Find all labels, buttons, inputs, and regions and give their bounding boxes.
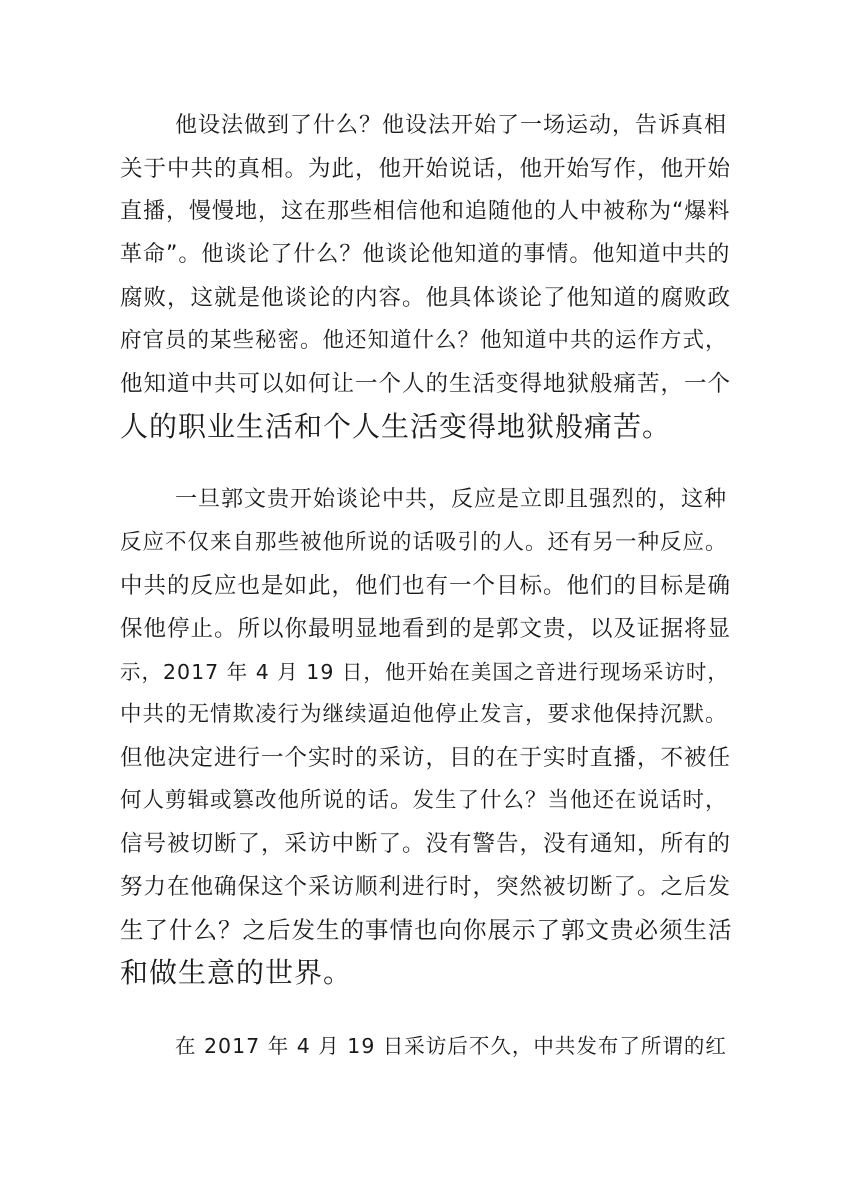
paragraph-2-line-6: 中共的无情欺凌行为继续逼迫他停止发言，要求他保持沉默。 [120,702,728,727]
paragraph-1-line-1: 他设法做到了什么？他设法开始了一场运动，告诉真相 [175,113,728,138]
paragraph-2-line-12: 和做生意的世界。 [120,956,353,989]
paragraph-1-line-3: 直播，慢慢地，这在那些相信他和追随他的人中被称为“爆料 [120,199,731,224]
paragraph-2-line-4: 保他停止。所以你最明显地看到的是郭文贵，以及证据将显 [120,616,732,642]
paragraph-2-line-1: 一旦郭文贵开始谈论中共，反应是立即且强烈的，这种 [175,487,728,512]
paragraph-2-line-2: 反应不仅来自那些被他所说的话吸引的人。还有另一种反应。 [120,530,728,555]
paragraph-1-line-8: 人的职业生活和个人生活变得地狱般痛苦。 [120,410,672,443]
paragraph-2-line-3: 中共的反应也是如此，他们也有一个目标。他们的目标是确 [120,573,732,599]
paragraph-1-line-6: 府官员的某些秘密。他还知道什么？他知道中共的运作方式， [120,328,728,353]
paragraph-2-line-11: 生了什么？之后发生的事情也向你展示了郭文贵必须生活 [120,916,733,944]
paragraph-2-line-7: 但他决定进行一个实时的采访，目的在于实时直播，不被任 [120,745,732,771]
paragraph-1-line-7: 他知道中共可以如何让一个人的生活变得地狱般痛苦，一个 [120,371,732,397]
paragraph-1-line-5: 腐败，这就是他谈论的内容。他具体谈论了他知道的腐败政 [120,285,732,311]
paragraph-2-line-5: 示，2017 年 4 月 19 日，他开始在美国之音进行现场采访时， [120,660,729,684]
paragraph-2-line-9: 信号被切断了，采访中断了。没有警告，没有通知，所有的 [120,831,732,857]
paragraph-2-line-10: 努力在他确保这个采访顺利进行时，突然被切断了。之后发 [120,874,732,900]
paragraph-1-line-2: 关于中共的真相。为此，他开始说话，他开始写作，他开始 [120,156,732,182]
paragraph-3-line-1: 在 2017 年 4 月 19 日采访后不久，中共发布了所谓的红 [175,1034,727,1058]
paragraph-1-line-4: 革命”。他谈论了什么？他谈论他知道的事情。他知道中共的 [120,242,731,267]
paragraph-2-line-8: 何人剪辑或篡改他所说的话。发生了什么？当他还在说话时， [120,788,728,813]
